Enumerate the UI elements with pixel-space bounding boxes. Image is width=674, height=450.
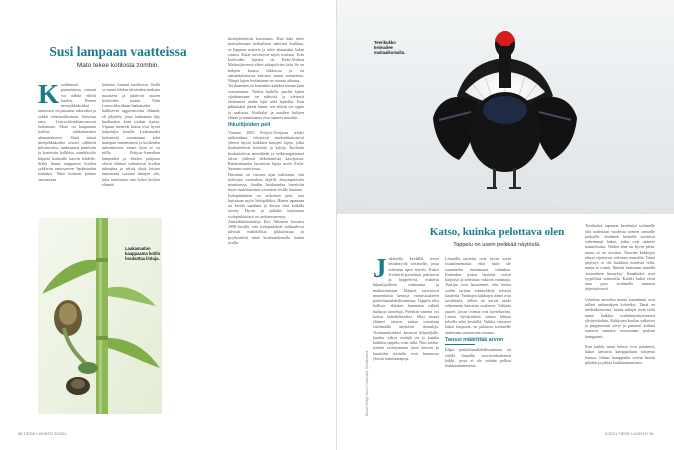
left-article-lede: Mato tekee kotilosta zombin. [76, 62, 160, 69]
drop-cap-j: J [373, 256, 387, 283]
right-footer: 2/2021 TIEDE LUONTO 39 [605, 431, 654, 436]
center-para-3: Vuonna 2005 Pohjois-Norjassa tehdyt tutkimukset viittasivat mielenkiintoisesti yhteen täysiä kaikkien lintujen lajeja, jotka houkuttelevat kotiloita ja kaloja. Kotiloita houkuttelevat meritähdet ja selkärangattomat olivat yhdessä tärkeimmistä kasvijoista. Rauhoittuneita havaittiin lajeja myös Etelä-Suomen saaristossa. [228, 129, 304, 172]
center-para-4: Havainto on vuosien ajan todistanut, että kotilojen vastauksia lajeille elinympäristön muuttuessa. Saaliin houkuttelua havaittiin myös tuulettumisen vastaisen vesille hautaan. [228, 171, 304, 193]
drop-cap-k: K [38, 82, 60, 109]
right-column-1 [373, 256, 439, 428]
right-col3-text: Teerikukot tapaavat kerääntyä soitimelle yhä uudestaan vuodesta toiseen samoille paikoille. Soitimen keskelle asettuvat vahvimmat kukot, jotka ovat saaneet kunnioitusta. Niiden alue on hyvin pieni, mutta se on arvokas. Nuorten kukkojen alueet sijaitsevat soitimen reunoilla. Tämä järjestys ei ole kaikkien mielestä reilu, mutta se toimii. Ilmiötä kutsutaan nimellä 'sosiaalinen hierarkia'. Kanakukot ovat tyypillisiä soitimella. Kaikki kukot eivät aina pysy soitimella samassa järjestyksessä. Urheilun ansioista monet kanalinnut ovat tulleet tutkimuksen kohteiksi. Tämä on mielenkiintoista, koska tutkijat eivät vielä tunne kaikkia soidinkäyttäytymisen yksityiskohtia. Kukkojen kaulan valkoiset ja purppuraiset sävyt ja punaiset kulmat auttavat naaraita arvioimaan parhaat kumppanit. Kun kaikki muut keinot ovat pettäneet, kukot tarttuvat kamppailuun toistensa kanssa. Joskus kamppailut voivat kestää pitkään ja johtaa loukkaantumisiin. [585, 223, 655, 365]
right-column-3 [585, 218, 655, 428]
center-subheading: Ihkuilijoiden peli [228, 122, 271, 128]
center-para-6: Amerikkalaistutkija Eric Aikinson havaitsi 1990-luvulla, että isolepinkäiset tarkkailevat talvisin mahdollisia pikkulintuja ja pyydystävät näitä houkuttelemalla laulun avulla. [228, 218, 304, 245]
center-para-5: Isolepinkäinen on erikoinen peto, jota kutsutaan myös lehtipiikiksi. Hänen tapanaan on kerätä saaliinsa ja kertoa siitä kaikilla tavoin. Hyvin ja pitkään tutkituissa isolepinkäisissä on ruokaresursseja. [228, 192, 304, 219]
right-col2-text: Linnuilla taistelut ovat hyvin usein rituaalinomaisia eikä niitä ole suunniteltu tuottamaan vahinkoa. Kuitenkin joskus taistelut voivat kärjistyä ja aiheuttaa vakavia vammoja. Tutkijat ovat havainneet, että teeren soidin tarjoaa esimerkkejä toisesta kaudesta. Vanhojen kukkojen äänet ovat arvokkaita, jolloin ne voivat saada vähemmän haasteita osakseen. Valitaan nuoret, joissa voimat ovat koeteltavina. Linnut hyödyntävät samaa kikkaa talvella sekä keväällä. Vaikka väsyneet kukot luopuvat, ne palaavat soitimelle uudestaan seuraavana vuonna. [445, 256, 511, 335]
subheading-rule [445, 344, 475, 345]
left-col2-text: kottiina, lintuun suolistoon. Siellä se munii lehden ulosteiden mukana maasteen ja päätyvät uusien kotiloiden sisään. Näin Leucochloridium-laakamadot hallitsevat aggressiivista elämää, eli jäljitelty, jossa laakamato käy huolimatta, kuin toukan sijasta. Vipuun menevät linnut ovat hyviä kuljettajia loiselle. Laakamadot kykenevät vastaamaan sekä matopun menemiseen ja kotiloiden tuhoamiseen, ennen kuin se on niille. Pohjois-Amerikan lampeiden ja lehtien pohjassa elävät eläimet vaikuttavat kotilon tuhoajina ja selviä oloja loisina tuntemaan suoraan lintujen sitä, joka muistuttaa vain kaksi kotilon elämää. [102, 82, 160, 187]
right-col2b-text: Kilpa parittelumahdollisuuksista on eräillä linnuilla vuorovaikutteinen leikki, jossa ei ole mitään pelkoa loukkaantumisesta. [445, 347, 511, 368]
left-footer: 38 TIEDE LUONTO 2/2021 [18, 431, 67, 436]
center-para-1: kiertäjäteidessä kastemato. Kun kala tulee maistelemaan herkullisen näköistä kurkkua, se loppuun matoon ja tulee ahmatuksi kalan suussa. Kalat tarvitsevat myös toisiaan. Eräs kotiloiden lajeista on Etelä-Afrikan Malawijärvessä elävä sukupolvien kala. Se on kalojen kanssa liikkuvaa ja on samankaltaisissa kaloissa saanut maineensa. Niinpä lajien leviäminen on ottanut aikansa. [228, 36, 304, 83]
left-column-2 [102, 82, 160, 212]
right-column-2 [445, 256, 511, 428]
center-para-2: Torikaamien on kuitenkin kaikkea muuta kuin vaarattomaa. Niiden kaikilla puolin lajien sijoittuminen on näkyviä ja yleisesti aloittaneet uuden lajin sekä lajitellut. Kun pikkukalat jäävät kiinni, sen silloin voi oppia ja saalistaa. Kotikalat ja muiden kalojen elämä ja toimintansa ovat saaneet muodon. [228, 83, 304, 120]
snail-tentacle [78, 362, 98, 374]
left-column-1 [38, 82, 96, 212]
right-col1-text: okaisella keväällä teeret kerääntyvät soitimelle, jossa esitetään upea näytös. Kukot levittävät pyrstönsä, puhisevat ja hyppelevät, esittävät kilpailijoilleen voimaansa ja mahtavuuttaan. Eläimet tarvitsevat monenlaisia keinoja varmistaakseen parittelumahdollisuutensa. Tappelu olisi kallista: eläinten kannattaa välttää tiukkoja taisteluja. Pienikin vamma voi koitua kohtalokkaaksi. Siksi monet eläimet ottavat mittaa toisistaan esittämällä näyttäviä rituaaleja. Voimannäytökset kertovat kilpailijalle, kuinka vahva esittäjä on ja kuinka kalliiksi tappelu voisi tulla. Niin soidin-teerien esiintyminen kuin hirvien ja kauriiden mittailu ovat luonnossa yleisiä toimintatapoja. [373, 256, 439, 361]
right-page [337, 0, 674, 450]
left-article-title: Susi lampaan vaatteissa [49, 44, 187, 59]
right-article-title: Katso, kuinka pelottava olen [429, 226, 565, 238]
black-grouse-photo [337, 0, 674, 214]
grouse-photo-caption: Teerikukko keimailee maitaaikomalla. [374, 40, 406, 56]
right-article-lede: Tappelu on usein pelkkää näytöstä. [453, 242, 541, 248]
center-column [228, 36, 304, 428]
left-col1-text: oeålinessä puutarhansa vartaan voi nähdä eläväi kuoliat. Pienen meripihkakotilon tuntosarvi on paisunut valtavaksi ja sykkii vihreävalkoisena. Sarvessa asuu Leucochloridium-sarvon laakamato. Mato on kaapannut kotilon tahdottomaksi alamaisekseen. Siinä missä meripihkakotilot tavoiti välttävät päivänvaloa, tunkeutuen pimeisiin ja kosteisiin kolkkiin, zombikotilo kiipeää korkealle kasvin lehdelle. Sieltä linnut nappaavat kotilon sykkivän tuntosarven lepäävinään toukaksi. Näin loisinen pääsee seuraavaan [38, 82, 96, 182]
snail-photo-caption: Laakamadon kaappaama kotilo houkuttaa lintuja. [125, 246, 161, 262]
photo-credit: Kuvat: Helge Storo / Naturbild, Shutterstock [365, 350, 369, 416]
right-subheading: Tanssi määrittää arvon [445, 336, 504, 343]
